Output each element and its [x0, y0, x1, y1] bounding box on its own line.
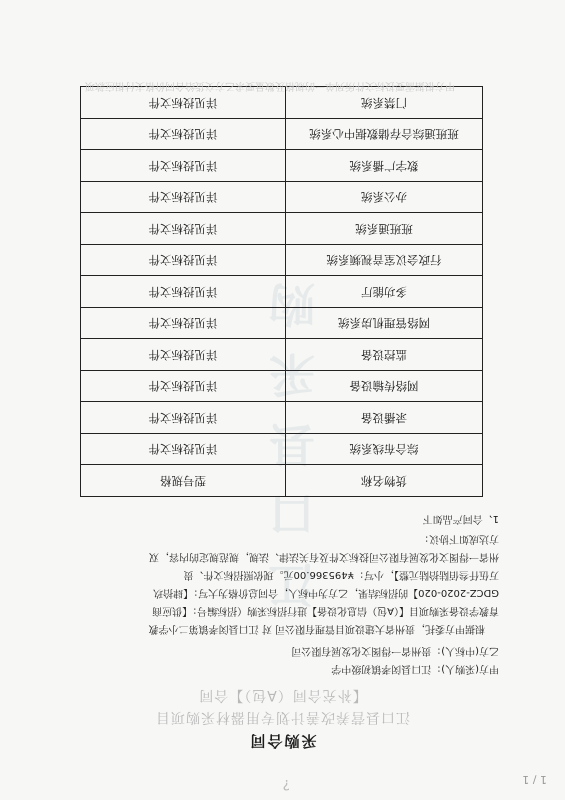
- item-spec-cell: 详见投标文件: [81, 308, 286, 340]
- product-table: [80, 87, 483, 498]
- preamble-line: 1、合同产品如下: [422, 513, 499, 524]
- watermark-char: 购: [269, 277, 315, 331]
- page-label: 1 / 1: [522, 773, 547, 786]
- header-cell-spec: 型号规格: [81, 465, 286, 497]
- item-spec-cell: 详见投标文件: [81, 119, 286, 151]
- table-row: [81, 402, 483, 434]
- preamble-line: 根据甲方委托，贵州省大建设项目管理有限公司 对 江口县闵孝镇第二小学教: [148, 623, 485, 634]
- item-name-cell: 监控设备: [286, 339, 483, 371]
- watermark-char: 口: [269, 487, 315, 541]
- table-row: [81, 119, 483, 151]
- item-spec-cell: 详见投标文件: [81, 276, 286, 308]
- watermark-char: 县: [269, 417, 315, 471]
- item-spec-cell: 详见投标文件: [81, 182, 286, 214]
- item-name-cell: 班班通综合存储数据中心系统: [286, 119, 483, 151]
- table-row: [81, 434, 483, 466]
- table-row: [81, 371, 483, 403]
- item-spec-cell: 详见投标文件: [81, 402, 286, 434]
- preamble-line: 育教学设备采购项目【（A包）信息化设备】进行招标采购（招标编号：【供应商: [152, 605, 499, 616]
- item-name-cell: 门禁系统: [286, 87, 483, 119]
- item-spec-cell: 详见投标文件: [81, 434, 286, 466]
- table-row: [81, 276, 483, 308]
- item-spec-cell: 详见投标文件: [81, 213, 286, 245]
- item-name-cell: 录播设备: [286, 402, 483, 434]
- preamble-line: 万伍仟叁佰陆拾陆元整】，小写：¥495366.00元。现依照招标文件、贵: [183, 569, 499, 580]
- watermark-char: 江: [269, 557, 315, 611]
- table-row: [81, 213, 483, 245]
- item-name-cell: 多功能厅: [286, 276, 483, 308]
- item-spec-cell: 详见投标文件: [81, 245, 286, 277]
- buyer-party: 甲方(采购人)：江口县闵孝镇初级中学: [331, 663, 499, 674]
- item-name-cell: 数字广播系统: [286, 150, 483, 182]
- bleed-through-text: 甲方根据需要投标文件所列单一的规格及数量要求乙方交货给合同价格支付相应款项: [85, 80, 455, 91]
- item-name-cell: 办公系统: [286, 182, 483, 214]
- table-row: [81, 150, 483, 182]
- preamble-line: 方达成如下协议：: [419, 533, 499, 544]
- faint-heading-line: 江口县营养改善计划专用器材采购项目: [155, 709, 410, 725]
- top-mark: ?: [282, 776, 290, 792]
- item-spec-cell: 详见投标文件: [81, 150, 286, 182]
- preamble-line: 州省一得图文化发展有限公司投标文件及有关法律、法规，规范规定的内容，双: [149, 551, 499, 562]
- header-cell-name: 货物名称: [286, 465, 483, 497]
- seller-party: 乙方(中标人)：贵州省一得图文化发展有限公司: [291, 645, 499, 656]
- item-spec-cell: 详见投标文件: [81, 87, 286, 119]
- table-row: [81, 308, 483, 340]
- item-name-cell: 行政会议室音视频系统: [286, 245, 483, 277]
- item-spec-cell: 详见投标文件: [81, 339, 286, 371]
- table-row: [81, 182, 483, 214]
- faint-heading-line: 【补充合同（A包）】合同: [198, 687, 367, 703]
- item-name-cell: 网络管理机房系统: [286, 308, 483, 340]
- item-name-cell: 综合布线系统: [286, 434, 483, 466]
- item-name-cell: 网络传输设备: [286, 371, 483, 403]
- item-spec-cell: 详见投标文件: [81, 371, 286, 403]
- table-row: [81, 245, 483, 277]
- table-row: [81, 339, 483, 371]
- item-name-cell: 班班通系统: [286, 213, 483, 245]
- watermark-char: 采: [269, 347, 315, 401]
- table-header-row: [81, 465, 483, 497]
- document-title: 采购合同: [248, 732, 317, 750]
- preamble-line: GDCZ-2020-020】的招标结果，乙方为中标人，合同总价格为大写：【肆拾玖: [153, 587, 499, 598]
